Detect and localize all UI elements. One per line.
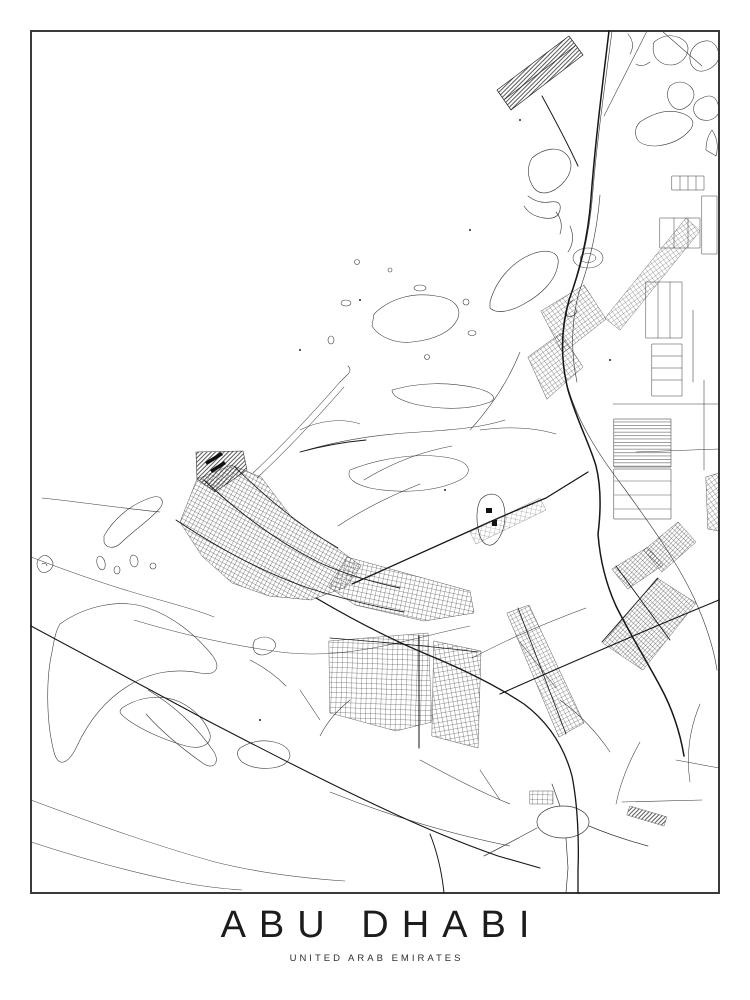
lulu-island-outline	[104, 497, 162, 548]
urban-grid-areas	[180, 218, 719, 826]
poster-subtitle: UNITED ARAB EMIRATES	[289, 953, 464, 964]
hudayriat-island-outline	[48, 604, 217, 763]
futaisi-island-outline	[120, 697, 210, 747]
field-plots	[646, 176, 717, 396]
industrial-grid	[329, 633, 432, 731]
topright-islands-coastline	[628, 34, 719, 156]
offshore-port	[497, 36, 583, 166]
suburb-strip-grid	[507, 605, 584, 737]
suburb-grid-b	[603, 578, 696, 670]
striped-field-block	[614, 419, 671, 467]
city-strip-grid	[329, 557, 474, 621]
islet-specks	[259, 119, 611, 721]
port-causeway-road	[542, 96, 578, 166]
poster-title: ABU DHABI	[220, 904, 543, 946]
lagoon-islands-coastline	[328, 260, 494, 409]
bridge-highway	[352, 472, 588, 584]
coast-road-grid-strip	[605, 218, 700, 330]
northeast-coastline	[490, 31, 717, 670]
suburb-grid-a	[432, 641, 481, 748]
